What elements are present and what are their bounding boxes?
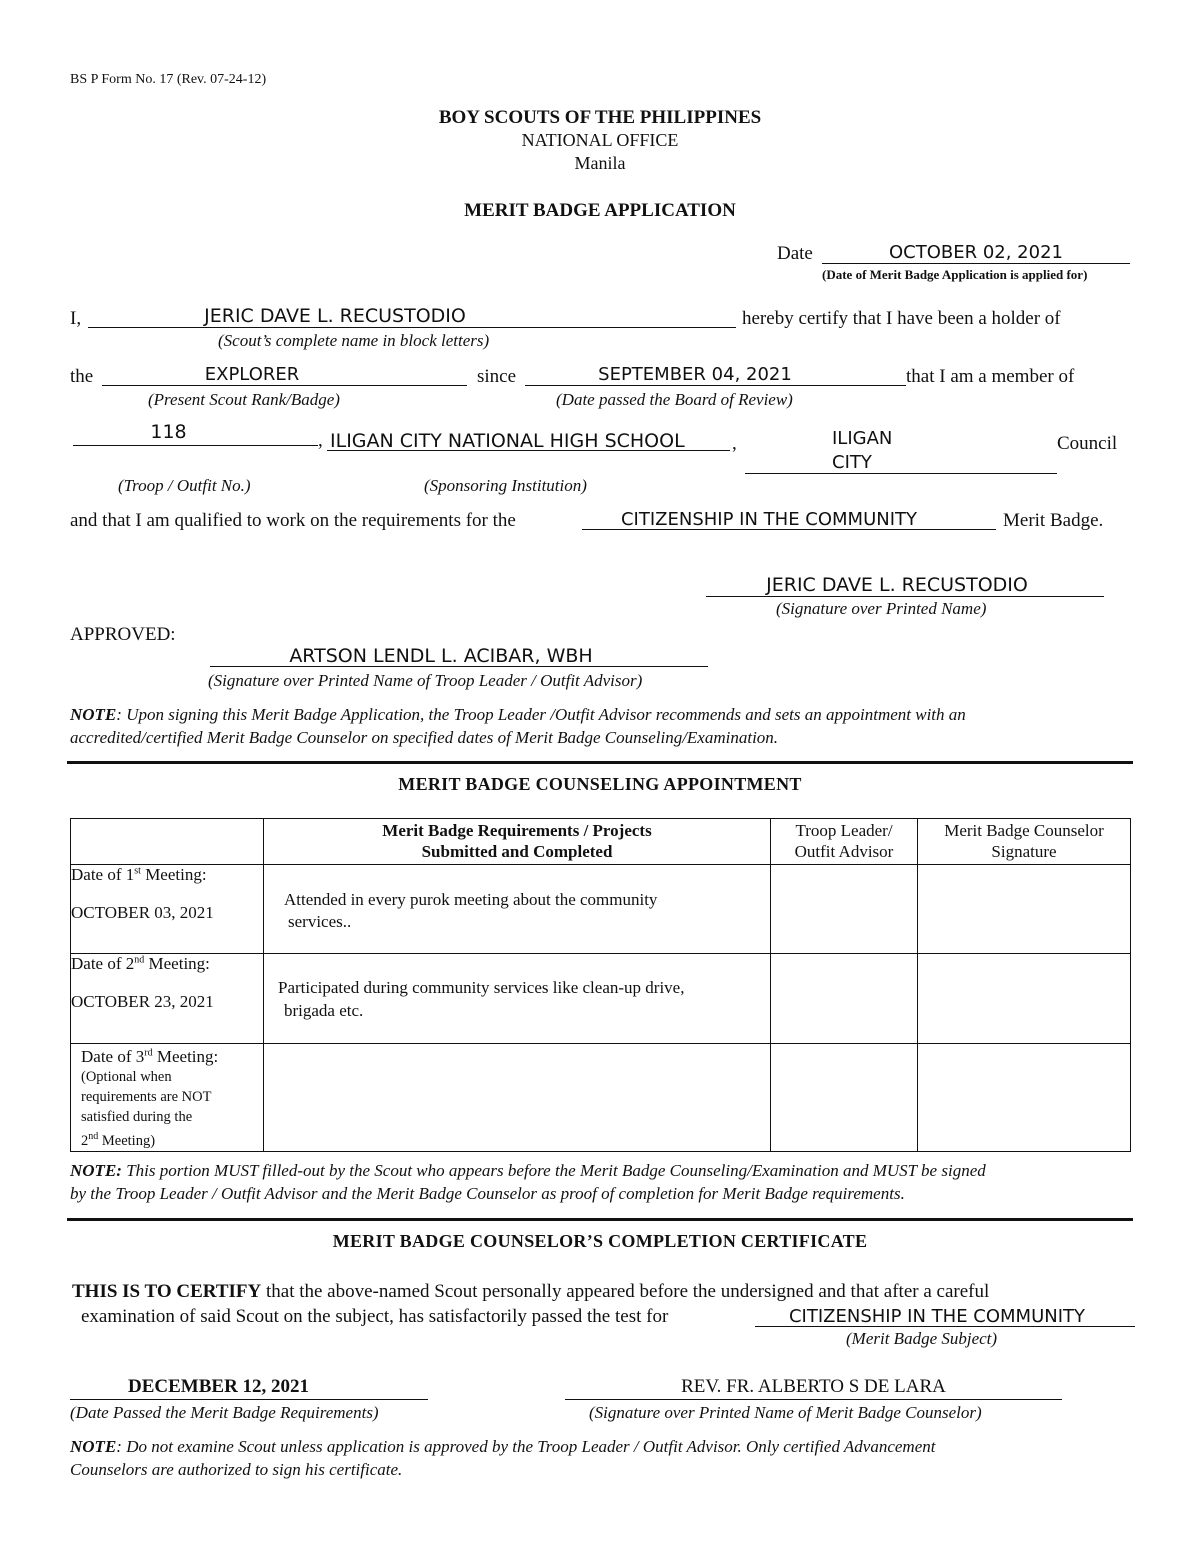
council-label: Council	[1057, 433, 1118, 454]
i-label: I,	[70, 308, 82, 329]
scout-signature-field[interactable]	[706, 574, 1104, 596]
subject-hint: (Merit Badge Subject)	[846, 1329, 998, 1348]
scout-name-value: JERIC DAVE L. RECUSTODIO	[204, 305, 466, 327]
troop-comma: ,	[318, 430, 323, 451]
certificate-note-line1	[70, 1437, 935, 1457]
meeting-2-requirement[interactable]: Participated during community services like clean-up drive, brigada etc.	[264, 954, 771, 1044]
certify-text-1: that the above-named Scout personally appeared before the undersigned and that after a careful	[261, 1281, 990, 1302]
certify-lead: THIS IS TO CERTIFY	[72, 1281, 262, 1302]
appointment-note-label: NOTE:	[70, 1161, 122, 1180]
appointment-note-line2: by the Troop Leader / Outfit Advisor and the Merit Badge Counselor as proof of completion for Merit Badge requirements.	[70, 1184, 905, 1203]
badge-suffix: Merit Badge.	[1003, 510, 1104, 531]
appointment-title: MERIT BADGE COUNSELING APPOINTMENT	[398, 774, 802, 794]
certify-text: hereby certify that I have been a holder of	[742, 308, 1061, 329]
meeting-3-label: Date of 3rd Meeting:	[81, 1047, 219, 1066]
council-field-line1[interactable]: ILIGAN	[832, 428, 893, 449]
council-field-line2[interactable]: CITY	[832, 452, 872, 473]
header-troop-leader	[771, 819, 918, 865]
meeting-2-label: Date of 2nd Meeting:	[71, 954, 210, 973]
counselor-underline	[565, 1399, 1062, 1400]
meeting-3-counselor-signature[interactable]	[918, 1044, 1131, 1152]
board-date-hint: (Date passed the Board of Review)	[556, 390, 793, 409]
subject-field[interactable]	[755, 1306, 1135, 1327]
member-text: that I am a member of	[906, 366, 1075, 387]
meeting-3-requirement[interactable]	[264, 1044, 771, 1152]
institution-comma: ,	[732, 433, 737, 454]
rank-hint: (Present Scout Rank/Badge)	[148, 390, 340, 409]
table-row	[71, 954, 1131, 1044]
meeting-3-optional-note: (Optional when requirements are NOT satisfied during the 2nd Meeting)	[81, 1069, 212, 1149]
certificate-note-line2: Counselors are authorized to sign his certificate.	[70, 1460, 403, 1479]
header-counselor-line1: Merit Badge Counselor	[944, 821, 1104, 840]
application-note-line1	[70, 705, 966, 725]
board-date-underline	[525, 385, 906, 386]
page-title: MERIT BADGE APPLICATION	[464, 200, 736, 221]
header-empty-cell	[71, 819, 264, 865]
scout-name-underline	[88, 327, 736, 328]
approved-label: APPROVED:	[70, 624, 176, 645]
office-label: NATIONAL OFFICE	[521, 130, 679, 150]
troop-number-field[interactable]	[73, 421, 318, 443]
the-label: the	[70, 366, 94, 387]
application-date-field[interactable]: OCTOBER 02, 2021	[888, 242, 1063, 263]
appointment-note-line1	[70, 1161, 986, 1181]
troop-number-value: 118	[150, 421, 187, 443]
date-passed-underline	[70, 1399, 428, 1400]
rank-field[interactable]: EXPLORER	[204, 364, 300, 385]
leader-signature-value: ARTSON LENDL L. ACIBAR, WBH	[289, 645, 593, 667]
meeting-1-date[interactable]: OCTOBER 03, 2021	[71, 903, 214, 922]
leader-hint: (Signature over Printed Name of Troop Leader / Outfit Advisor)	[208, 671, 643, 690]
troop-hint: (Troop / Outfit No.)	[118, 476, 251, 495]
certificate-line2: examination of said Scout on the subject, has satisfactorily passed the test for	[81, 1306, 669, 1327]
header-troop-leader-line1: Troop Leader/	[795, 821, 893, 840]
meeting-1-requirement[interactable]: Attended in every purok meeting about the community services..	[264, 865, 771, 954]
institution-hint: (Sponsoring Institution)	[424, 476, 587, 495]
header-counselor-line2: Signature	[991, 842, 1057, 861]
date-passed-field[interactable]: DECEMBER 12, 2021	[128, 1376, 310, 1397]
meeting-2-counselor-signature[interactable]	[918, 954, 1131, 1044]
scout-name-hint: (Scout’s complete name in block letters)	[218, 331, 490, 350]
table-row	[71, 1044, 1131, 1152]
badge-field[interactable]	[582, 509, 996, 530]
qualified-text: and that I am qualified to work on the requirements for the	[70, 510, 516, 531]
table-header-row	[71, 819, 1131, 865]
certificate-line1	[72, 1281, 989, 1303]
leader-signature-field[interactable]	[210, 645, 708, 667]
meeting-1-label-cell	[71, 865, 264, 954]
meeting-1-counselor-signature[interactable]	[918, 865, 1131, 954]
board-date-field[interactable]: SEPTEMBER 04, 2021	[598, 364, 792, 385]
counselor-hint: (Signature over Printed Name of Merit Badge Counselor)	[589, 1403, 982, 1422]
scout-signature-hint: (Signature over Printed Name)	[776, 599, 987, 618]
header-troop-leader-line2: Outfit Advisor	[794, 842, 894, 861]
council-underline	[745, 473, 1057, 474]
certificate-note-text: : Do not examine Scout unless application is approved by the Troop Leader / Outfit Advisor. Only certified Advancement	[116, 1437, 936, 1456]
scout-signature-underline	[706, 596, 1104, 597]
institution-field[interactable]: ILIGAN CITY NATIONAL HIGH SCHOOL	[330, 430, 685, 452]
application-note-text: : Upon signing this Merit Badge Application, the Troop Leader /Outfit Advisor recommends and sets an appointment with an	[116, 705, 966, 724]
section-divider-1	[67, 761, 1133, 764]
header-counselor	[918, 819, 1131, 865]
meeting-3-leader-signature[interactable]	[771, 1044, 918, 1152]
certificate-title: MERIT BADGE COUNSELOR’S COMPLETION CERTIFICATE	[332, 1231, 868, 1251]
scout-signature-value: JERIC DAVE L. RECUSTODIO	[766, 574, 1028, 596]
header-requirements-line2: Submitted and Completed	[421, 842, 613, 861]
badge-value: CITIZENSHIP IN THE COMMUNITY	[620, 509, 918, 530]
city-label: Manila	[574, 153, 626, 173]
date-label: Date	[777, 243, 813, 264]
appointment-table	[70, 818, 1131, 1152]
application-note-label: NOTE	[70, 705, 117, 724]
application-note-line2: accredited/certified Merit Badge Counselor on specified dates of Merit Badge Counseling/Examination.	[70, 728, 779, 747]
certificate-note-label: NOTE	[70, 1437, 117, 1456]
counselor-signature-field[interactable]: REV. FR. ALBERTO S DE LARA	[681, 1376, 946, 1397]
header-requirements	[264, 819, 771, 865]
meeting-2-leader-signature[interactable]	[771, 954, 918, 1044]
org-title: BOY SCOUTS OF THE PHILIPPINES	[438, 107, 762, 128]
appointment-note-text: This portion MUST filled-out by the Scout who appears before the Merit Badge Counseling/Examination and MUST be signed	[121, 1161, 986, 1180]
meeting-2-date[interactable]: OCTOBER 23, 2021	[71, 992, 214, 1011]
rank-underline	[102, 385, 467, 386]
meeting-1-label: Date of 1st Meeting:	[71, 865, 207, 884]
form-number: BS P Form No. 17 (Rev. 07-24-12)	[70, 72, 267, 87]
header-requirements-line1: Merit Badge Requirements / Projects	[382, 821, 652, 840]
meeting-3-label-cell	[71, 1044, 264, 1152]
troop-underline	[73, 445, 318, 446]
table-row	[71, 865, 1131, 954]
since-label: since	[477, 366, 517, 387]
subject-value: CITIZENSHIP IN THE COMMUNITY	[788, 1306, 1086, 1327]
date-underline	[822, 263, 1130, 264]
scout-name-field[interactable]	[88, 305, 736, 327]
meeting-1-leader-signature[interactable]	[771, 865, 918, 954]
date-passed-hint: (Date Passed the Merit Badge Requirements)	[70, 1403, 379, 1422]
meeting-2-label-cell	[71, 954, 264, 1044]
date-hint: (Date of Merit Badge Application is applied for)	[822, 267, 1088, 282]
section-divider-2	[67, 1218, 1133, 1221]
